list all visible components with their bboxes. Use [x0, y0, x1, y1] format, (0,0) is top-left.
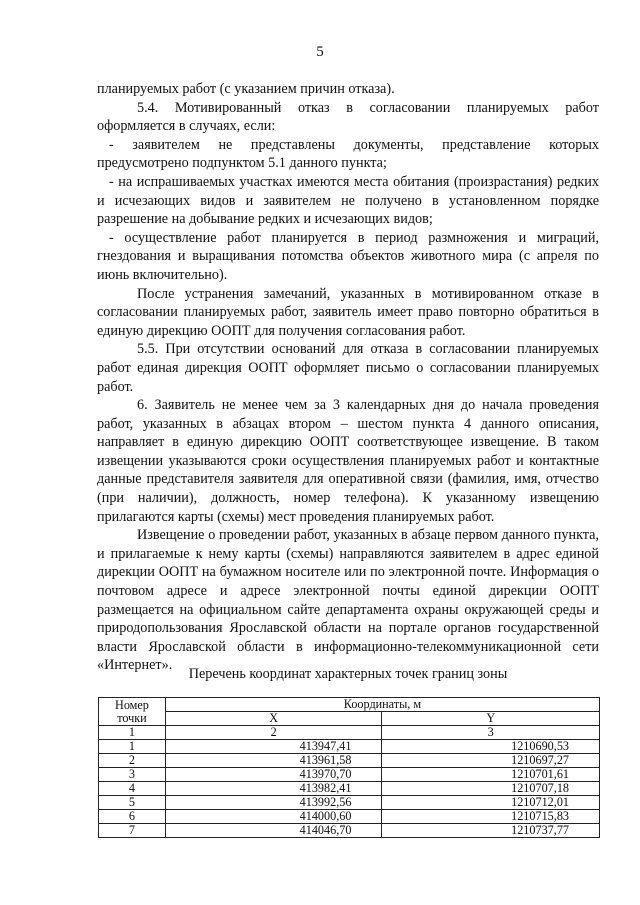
column-number: 3	[382, 726, 600, 740]
header-point-line1: Номер	[115, 697, 149, 712]
column-number: 1	[99, 726, 166, 740]
coordinate-y: 1210712,01	[382, 796, 600, 810]
coordinate-x: 413961,58	[165, 754, 382, 768]
coordinate-x: 413947,41	[165, 740, 382, 754]
paragraph-reapply: После устранения замечаний, указанных в мотивированном отказе в согласовании планируемых работ, заявитель имеет право повторно обратиться в единую дирекцию ООПТ для получения согласования работ.	[97, 285, 599, 339]
paragraph-notice-delivery: Извещение о проведении работ, указанных в абзаце первом данного пункта, и прилагаемые к нему карты (схемы) направляются заявителем в адрес единой дирекции ООПТ на бумажном носителе или по электронной почте. Информация о почтовом адресе и адресе электронной почты единой дирекции ООПТ размещается на официальном сайте департамента охраны окружающей среды и природопользования Ярославской области на портале органов государственной власти Ярославской области в информационно-телекоммуникационной сети «Интернет».	[97, 527, 599, 674]
header-y: Y	[382, 712, 600, 726]
column-number: 2	[165, 726, 382, 740]
coordinates-table	[98, 697, 600, 838]
point-number: 4	[99, 782, 166, 796]
paragraph-5-5: 5.5. При отсутствии оснований для отказа в согласовании планируемых работ единая дирекция ООПТ оформляет письмо о согласовании планируемых работ.	[97, 341, 599, 395]
coordinate-y: 1210701,61	[382, 768, 600, 782]
coordinate-x: 414046,70	[165, 824, 382, 838]
column-number-row	[99, 726, 600, 740]
point-number: 5	[99, 796, 166, 810]
header-point-line2: точки	[117, 710, 147, 725]
point-number: 3	[99, 768, 166, 782]
coordinate-y: 1210737,77	[382, 824, 600, 838]
paragraph-continuation: планируемых работ (с указанием причин отказа).	[97, 81, 395, 97]
header-point-number	[99, 698, 166, 726]
list-item-habitats: - на испрашиваемых участках имеются места обитания (произрастания) редких и исчезающих видов и заявителем не получено в установленном порядке разрешение на добывание редких и исчезающих видов;	[97, 173, 599, 228]
table-header-row	[99, 698, 600, 712]
coordinate-y: 1210690,53	[382, 740, 600, 754]
table-row	[99, 796, 600, 810]
point-number: 1	[99, 740, 166, 754]
table-row	[99, 824, 600, 838]
table-subheader-row	[99, 712, 600, 726]
paragraph-6: 6. Заявитель не менее чем за 3 календарных дня до начала проведения работ, указанных в абзацах втором – шестом пункта 4 данного описания, направляет в единую дирекцию ООПТ соответствующее извещение. В таком извещении указываются сроки осуществления планируемых работ и контактные данные представителя заявителя для оперативной связи (фамилия, имя, отчество (при наличии), должность, номер телефона). К указанному извещению прилагаются карты (схемы) мест проведения планируемых работ.	[97, 397, 599, 525]
table-row	[99, 740, 600, 754]
table-row	[99, 754, 600, 768]
coordinate-x: 413992,56	[165, 796, 382, 810]
coordinate-x: 414000,60	[165, 810, 382, 824]
coordinate-y: 1210697,27	[382, 754, 600, 768]
coordinate-x: 413982,41	[165, 782, 382, 796]
list-item-breeding-period: - осуществление работ планируется в период размножения и миграций, гнездования и выращивания потомства объектов животного мира (с апреля по июнь включительно).	[97, 229, 599, 283]
coordinate-x: 413970,70	[165, 768, 382, 782]
coordinate-y: 1210707,18	[382, 782, 600, 796]
point-number: 7	[99, 824, 166, 838]
paragraph-5-4: 5.4. Мотивированный отказ в согласовании планируемых работ оформляется в случаях, если:	[97, 99, 599, 135]
header-coordinates: Координаты, м	[165, 698, 599, 712]
table-title: Перечень координат характерных точек границ зоны	[188, 666, 508, 682]
document-body	[97, 80, 599, 675]
table-row	[99, 782, 600, 796]
list-item-documents: - заявителем не представлены документы, представление которых предусмотрено подпунктом 5.1 данного пункта;	[97, 136, 599, 172]
coordinate-y: 1210715,83	[382, 810, 600, 824]
point-number: 6	[99, 810, 166, 824]
table-row	[99, 810, 600, 824]
header-x: X	[165, 712, 382, 726]
point-number: 2	[99, 754, 166, 768]
table-row	[99, 768, 600, 782]
page-number: 5	[316, 44, 324, 60]
